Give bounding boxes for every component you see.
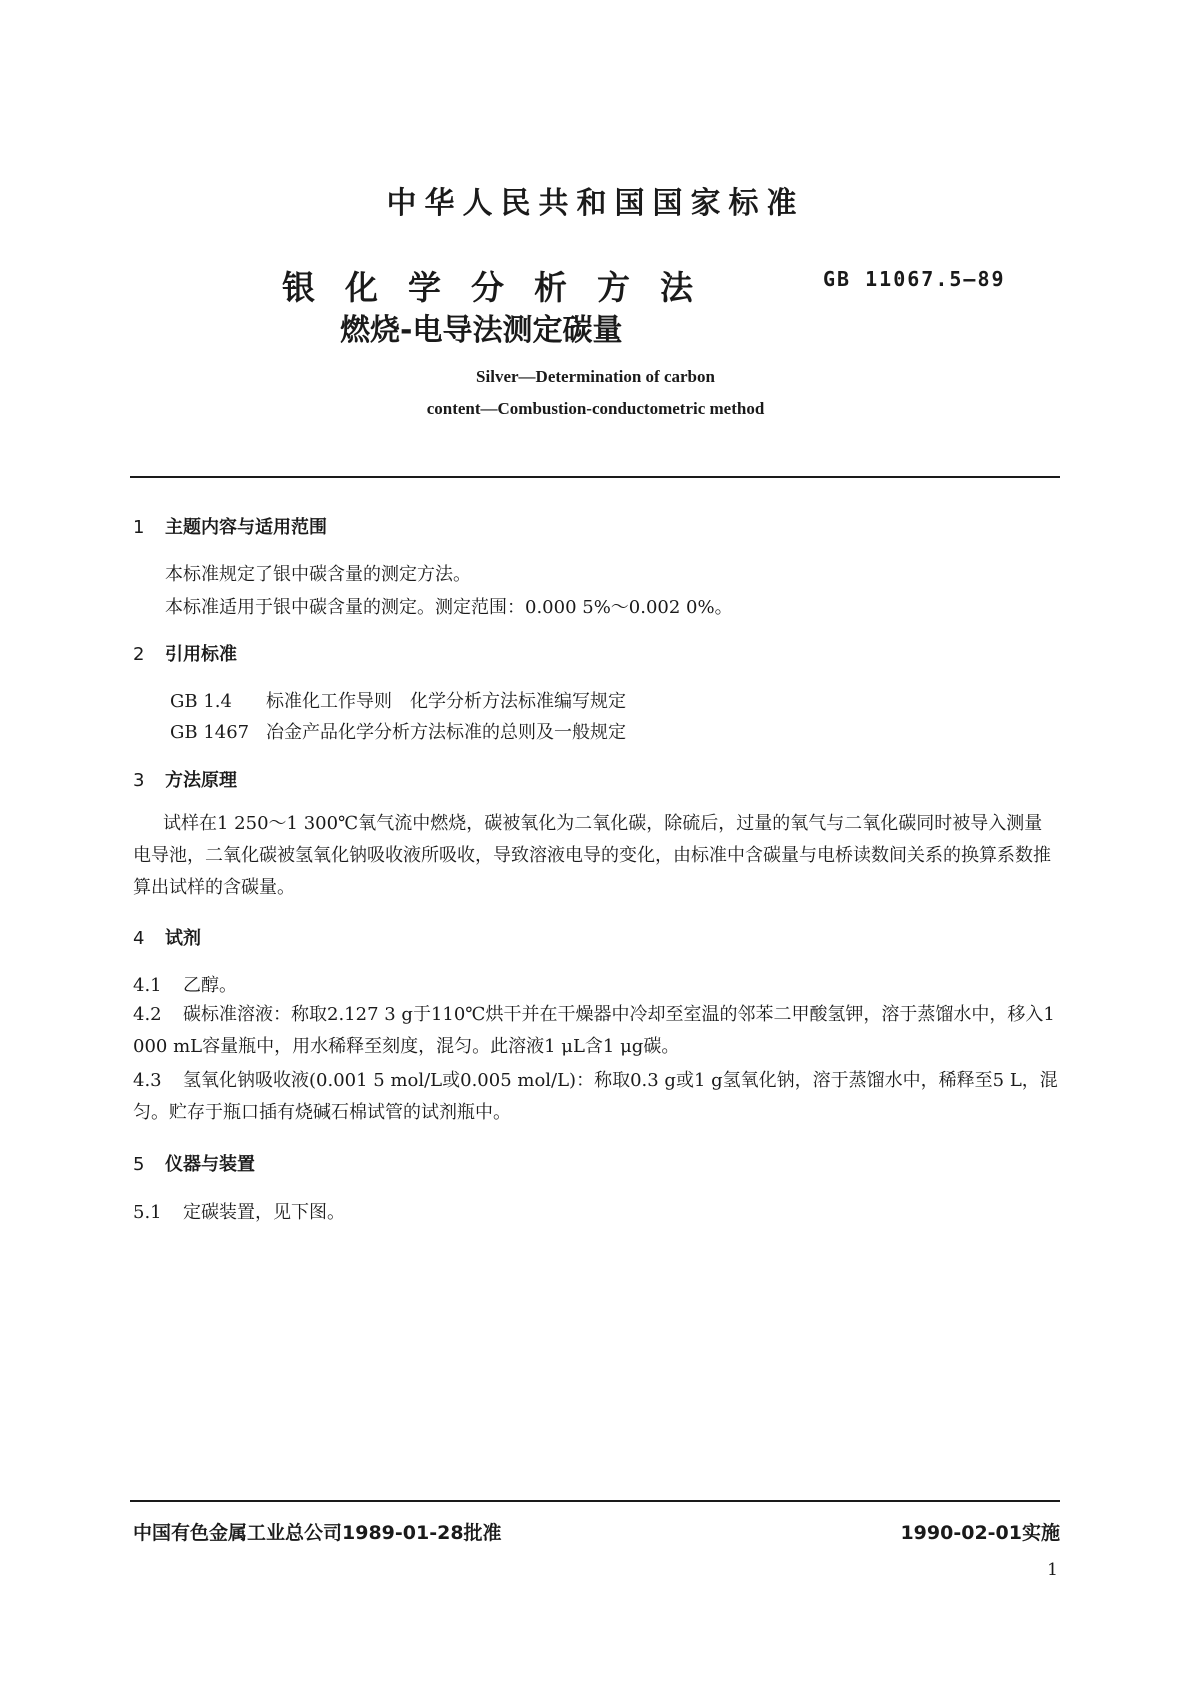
section-title: 仪器与装置 xyxy=(165,1154,255,1175)
section-1-line-2: 本标准适用于银中碳含量的测定。测定范围：0.000 5%～0.002 0%。 xyxy=(165,597,733,618)
section-number: 1 xyxy=(133,517,145,538)
footer-divider xyxy=(130,1500,1060,1502)
section-number: 5 xyxy=(133,1154,145,1175)
reference-item xyxy=(170,718,626,744)
section-3-heading xyxy=(133,766,237,792)
section-1-line-1: 本标准规定了银中碳含量的测定方法。 xyxy=(165,564,471,585)
header-divider xyxy=(130,476,1060,478)
implementation-date: 1990-02-01实施 xyxy=(900,1522,1060,1544)
principle-text: 试样在1 250～1 300℃氧气流中燃烧，碳被氧化为二氧化碳，除硫后，过量的氧气与二氧化碳同时被导入测量电导池，二氧化碳被氢氧化钠吸收液所吸收，导致溶液电导的变化，由标准中含碳量与电桥读数间关系的换算系数推算出试样的含碳量。 xyxy=(133,813,1051,898)
standard-code: GB 11067.5—89 xyxy=(823,267,1006,291)
item-number: 5.1 xyxy=(133,1202,162,1223)
item-number: 4.3 xyxy=(133,1070,162,1091)
section-number: 3 xyxy=(133,770,145,791)
reagent-item xyxy=(133,971,237,997)
reference-code: GB 1467 xyxy=(170,722,250,743)
section-title: 试剂 xyxy=(165,928,201,949)
item-number: 4.2 xyxy=(133,1004,162,1025)
section-3-paragraph xyxy=(133,808,1058,904)
reference-text: 标准化工作导则 化学分析方法标准编写规定 xyxy=(266,691,626,712)
reference-item xyxy=(170,687,626,713)
apparatus-item xyxy=(133,1198,345,1224)
section-2-heading xyxy=(133,640,237,666)
section-4-heading xyxy=(133,924,201,950)
section-title: 主题内容与适用范围 xyxy=(165,517,327,538)
section-5-heading xyxy=(133,1150,255,1176)
item-text: 乙醇。 xyxy=(183,975,237,996)
item-text: 氢氧化钠吸收液(0.001 5 mol/L或0.005 mol/L)：称取0.3 g或1 g氢氧化钠，溶于蒸馏水中，稀释至5 L，混匀。贮存于瓶口插有烧碱石棉试管的试剂瓶中。 xyxy=(133,1070,1058,1123)
english-title-line2: content—Combustion-conductometric method xyxy=(426,399,765,418)
section-1-heading xyxy=(133,513,327,539)
approval-line: 中国有色金属工业总公司1989-01-28批准 xyxy=(133,1522,502,1544)
page-number: 1 xyxy=(1047,1560,1058,1580)
section-title: 方法原理 xyxy=(165,770,237,791)
reference-text: 冶金产品化学分析方法标准的总则及一般规定 xyxy=(266,722,626,743)
reference-code: GB 1.4 xyxy=(170,691,232,712)
document-title: 银化学分析方法 xyxy=(282,268,723,307)
section-number: 4 xyxy=(133,928,145,949)
item-text: 定碳装置，见下图。 xyxy=(183,1202,345,1223)
item-number: 4.1 xyxy=(133,975,162,996)
document-subtitle: 燃烧-电导法测定碳量 xyxy=(340,313,623,348)
national-standard-heading: 中华人民共和国国家标准 xyxy=(386,186,805,221)
section-title: 引用标准 xyxy=(165,644,237,665)
reagent-item xyxy=(133,1065,1058,1129)
reagent-item xyxy=(133,999,1058,1063)
section-number: 2 xyxy=(133,644,145,665)
english-title-line1: Silver—Determination of carbon xyxy=(476,367,715,386)
item-text: 碳标准溶液：称取2.127 3 g于110℃烘干并在干燥器中冷却至室温的邻苯二甲酸氢钾，溶于蒸馏水中，移入1 000 mL容量瓶中，用水稀释至刻度，混匀。此溶液1 μL含1 μg碳。 xyxy=(133,1004,1055,1057)
